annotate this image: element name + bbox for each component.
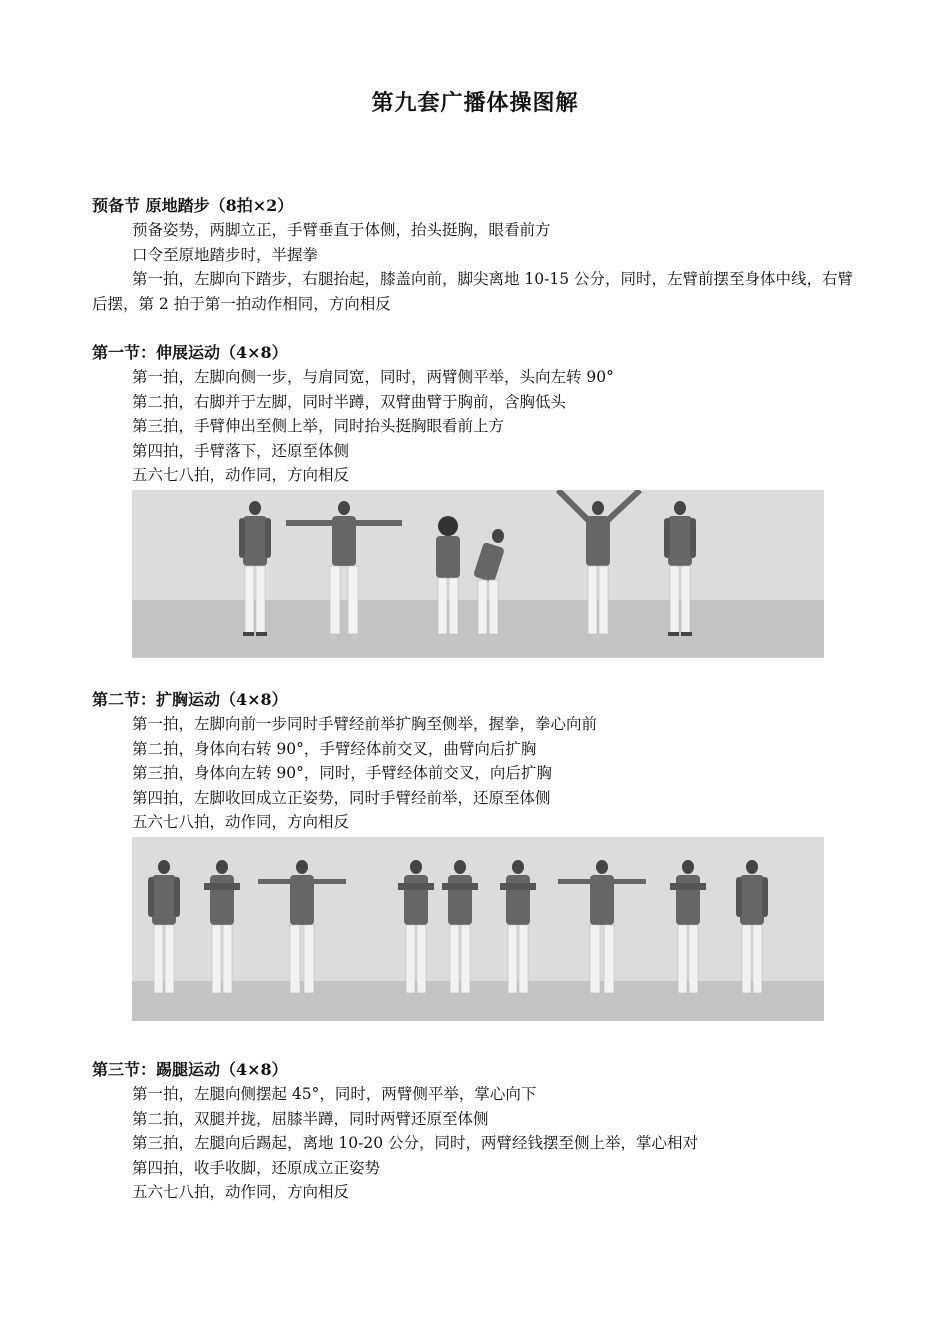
exercise-photo-stretch	[132, 490, 824, 658]
text-line: 第一拍，左脚向前一步同时手臂经前举扩胸至侧举，握拳，拳心向前	[132, 715, 598, 733]
text-line: 第四拍，手臂落下，还原至体侧	[132, 441, 350, 460]
text-line: 第三拍，身体向左转 90°，同时，手臂经体前交叉，向后扩胸	[132, 764, 552, 782]
figures-illustration	[132, 490, 824, 658]
text-line: 第三拍，左腿向后踢起，离地 10-20 公分，同时，两臂经钱摆至侧上举，掌心相对	[132, 1134, 699, 1152]
section-heading: 第三节：踢腿运动（4×8）	[92, 1060, 288, 1079]
text-line: 五六七八拍，动作同，方向相反	[132, 813, 350, 831]
text-line: 预备姿势，两脚立正，手臂垂直于体侧，抬头挺胸，眼看前方	[132, 221, 551, 239]
text-line: 第四拍，收手收脚，还原成立正姿势	[132, 1158, 381, 1177]
text-line: 第二拍，右脚并于左脚，同时半蹲，双臂曲臂于胸前，含胸低头	[132, 392, 567, 411]
text-line: 第一拍，左脚向侧一步，与肩同宽，同时，两臂侧平举，头向左转 90°	[132, 368, 614, 386]
text-line: 第三拍，手臂伸出至侧上举，同时抬头挺胸眼看前上方	[132, 417, 505, 435]
exercise-photo-chest	[132, 837, 824, 1021]
text-line: 五六七八拍，动作同，方向相反	[132, 466, 350, 484]
text-line: 第二拍，身体向右转 90°，手臂经体前交叉，曲臂向后扩胸	[132, 739, 537, 758]
section-chest	[92, 688, 872, 1021]
text-line: 第二拍，双腿并拢，屈膝半蹲，同时两臂还原至体侧	[132, 1109, 489, 1128]
text-paragraph: 第一拍，左脚向下踏步，右腿抬起，膝盖向前，脚尖离地 10-15 公分，同时，左臂前摆至身体中线，右臂后摆，第 2 拍于第一拍动作相同，方向相反	[92, 270, 854, 313]
figures-illustration	[132, 837, 824, 1021]
page-title: 第九套广播体操图解	[371, 90, 579, 116]
section-heading: 第二节：扩胸运动（4×8）	[92, 690, 288, 709]
section-preparation	[92, 194, 872, 316]
section-stretch	[92, 341, 872, 658]
text-line: 五六七八拍，动作同，方向相反	[132, 1183, 350, 1201]
section-kick	[92, 1058, 872, 1205]
section-heading: 第一节：伸展运动（4×8）	[92, 343, 288, 362]
text-line: 口令至原地踏步时，半握拳	[132, 245, 319, 264]
text-line: 第一拍，左腿向侧摆起 45°，同时，两臂侧平举，掌心向下	[132, 1085, 537, 1103]
text-line: 第四拍，左脚收回成立正姿势，同时手臂经前举，还原至体侧	[132, 788, 551, 807]
section-heading: 预备节 原地踏步（8拍×2）	[92, 196, 294, 215]
